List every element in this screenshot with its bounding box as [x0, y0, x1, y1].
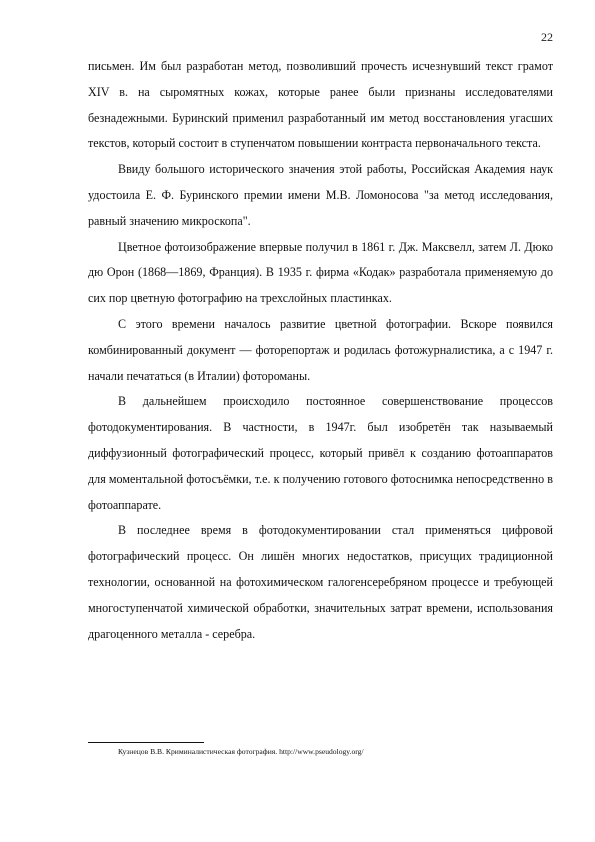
footnote-divider — [88, 742, 204, 743]
body-text — [88, 54, 553, 647]
paragraph-continuation: письмен. Им был разработан метод, позволивший прочесть исчезнувший текст грамот XIV в. на сыромятных кожах, которые ранее были признаны исследователями безнадежными. Буринский применил разработанный им метод восстановления угасших текстов, который состоит в ступенчатом повышении контраста первоначального текста. — [88, 59, 553, 151]
paragraph: В последнее время в фотодокументировании стал применяться цифровой фотографический процесс. Он лишён многих недостатков, присущих традиционной технологии, основанной на фотохимическом галогенсеребряном процессе и требующей многоступенчатой химической обработки, значительных затрат времени, использования драгоценного металла - серебра. — [88, 523, 553, 641]
footnote: Кузнецов В.В. Криминалистическая фотография. http://www.pseudology.org/ — [118, 747, 364, 756]
paragraph: В дальнейшем происходило постоянное совершенствование процессов фотодокументирования. В частности, в 1947г. был изобретён так называемый диффузионный фотографический процесс, который привёл к созданию фотоаппаратов для моментальной фотосъёмки, т.е. к получению готового фотоснимка непосредственно в фотоаппарате. — [88, 394, 553, 512]
paragraph: С этого времени началось развитие цветной фотографии. Вскоре появился комбинированный документ — фоторепортаж и родилась фотожурналистика, а с 1947 г. начали печататься (в Италии) фотороманы. — [88, 316, 553, 383]
paragraph: Цветное фотоизображение впервые получил в 1861 г. Дж. Максвелл, затем Л. Дюко дю Орон (1868—1869, Франция). В 1935 г. фирма «Кодак» разработала применяемую до сих пор цветную фотографию на трехслойных пластинках. — [88, 239, 553, 306]
page-number: 22 — [541, 30, 553, 44]
paragraph: Ввиду большого исторического значения этой работы, Российская Академия наук удостоила Е. Ф. Буринского премии имени М.В. Ломоносова "за метод исследования, равный значению микроскопа". — [88, 162, 553, 228]
